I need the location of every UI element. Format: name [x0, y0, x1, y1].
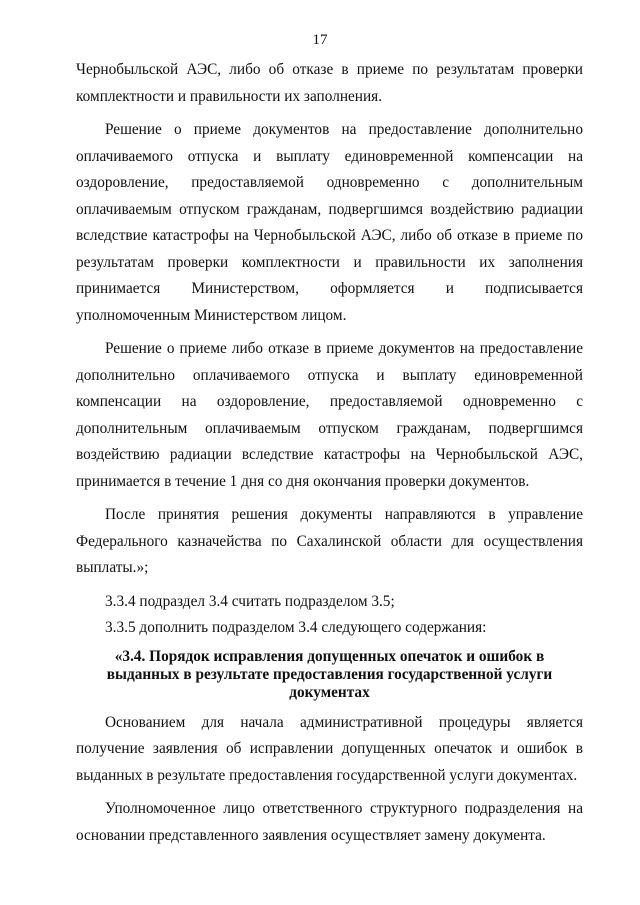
paragraph-document-replacement: Уполномоченное лицо ответственного структурного подразделения на основании представленного заявления осуществляет замену документа. [76, 800, 583, 844]
paragraph-decision-timing: Решение о приеме либо отказе в приеме документов на предоставление дополнительно оплачиваемого отпуска и выплату единовременной компенсации на оздоровление, предоставляемой одновременно с дополнительным оплачиваемым отпуском гражданам, подвергшимся воздействию радиации вследствие катастрофы на Чернобыльской АЭС, принимается в течение 1 дня со дня окончания проверки документов. [76, 340, 583, 490]
paragraph-amendment-3-3-4: 3.3.4 подраздел 3.4 считать подразделом 3.5; [105, 592, 395, 610]
paragraph-decision-acceptance: Решение о приеме документов на предоставление дополнительно оплачиваемого отпуска и выплату единовременной компенсации на оздоровление, предоставляемой одновременно с дополнительным оплачиваемым отпуском гражданам, подвергшимся воздействию радиации вследствие катастрофы на Чернобыльской АЭС, либо об отказе в приеме по результатам проверки комплектности и правильности их заполнения принимается Министерством, оформляется и подписывается уполномоченным Министерством лицом. [76, 121, 583, 324]
paragraph-amendment-3-3-5: 3.3.5 дополнить подразделом 3.4 следующего содержания: [105, 619, 487, 636]
section-heading: «3.4. Порядок исправления допущенных опечаток и ошибок в выданных в результате предоставления государственной услуги документах [106, 647, 553, 701]
page-number: 17 [312, 32, 328, 48]
paragraph-procedure-basis: Основанием для начала административной процедуры является получение заявления об исправлении допущенных опечаток и ошибок в выданных в результате предоставления государственной услуги документах. [76, 713, 583, 784]
paragraph-treasury-transfer: После принятия решения документы направляются в управление Федерального казначейства по Сахалинской области для осуществления выплаты.»; [76, 506, 583, 576]
paragraph-continuation: Чернобыльской АЭС, либо об отказе в приеме по результатам проверки комплектности и правильности их заполнения. [76, 61, 583, 105]
document-body [76, 57, 583, 849]
